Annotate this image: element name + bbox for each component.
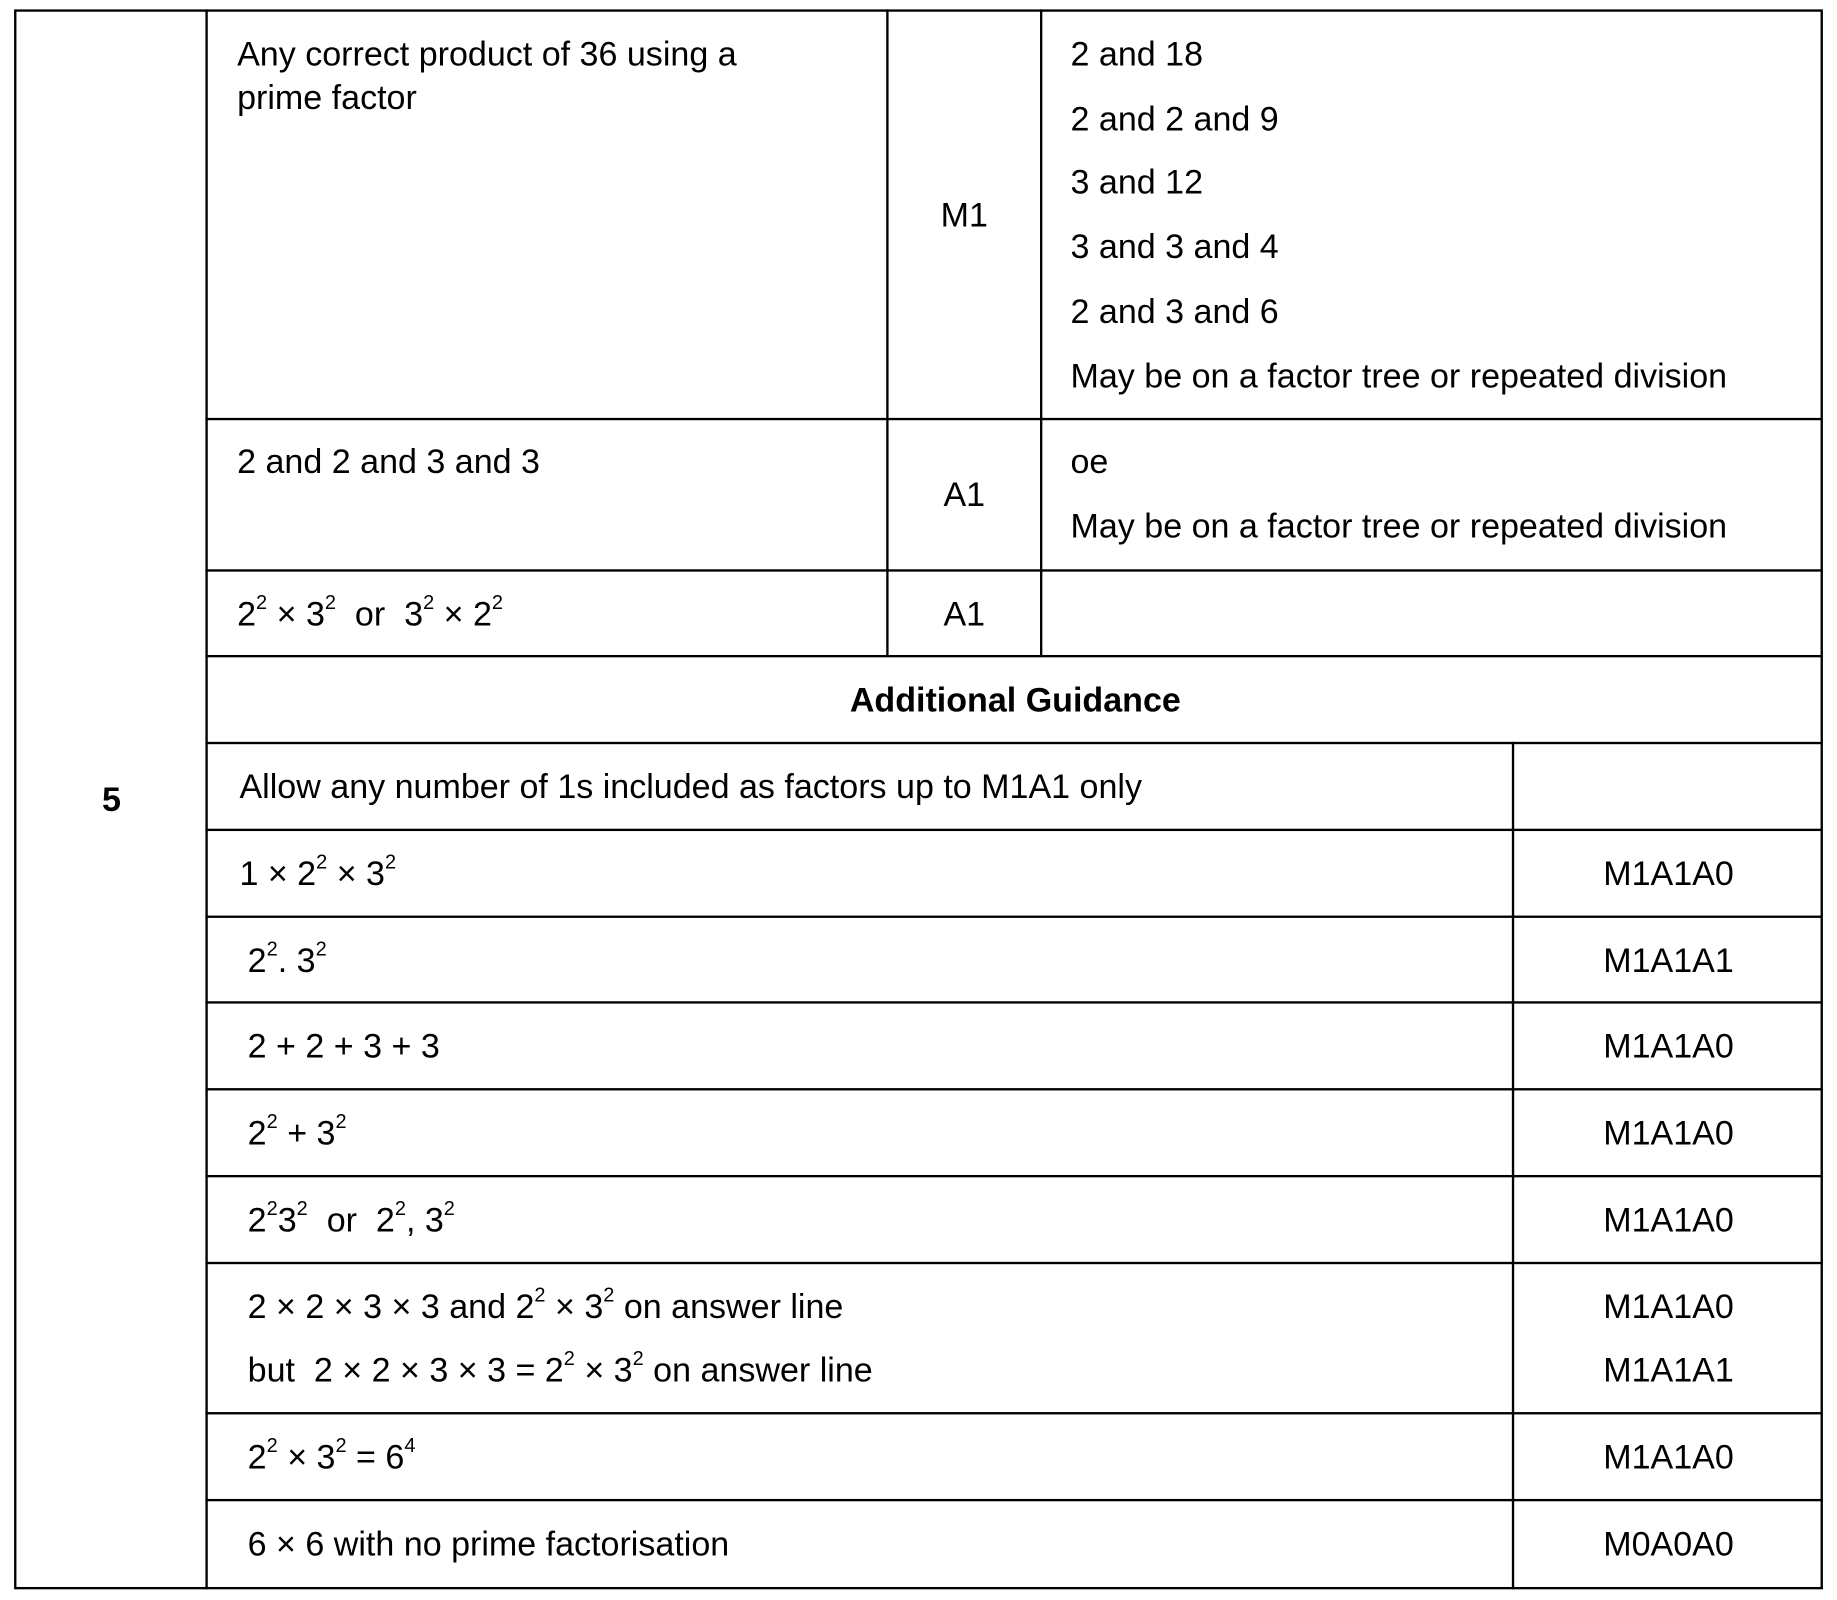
divider bbox=[205, 916, 1822, 918]
guidance-text: $1 \times 2^2 \times 3^2$ bbox=[239, 851, 397, 894]
divider bbox=[205, 1175, 1822, 1177]
divider bbox=[205, 1412, 1822, 1414]
divider bbox=[205, 655, 1822, 657]
divider bbox=[205, 569, 1822, 571]
guidance-award: M0A0A0 bbox=[1603, 1525, 1734, 1564]
comment-line: 3 and 3 and 4 bbox=[1070, 228, 1279, 267]
guidance-award: M1A1A0 bbox=[1603, 1201, 1734, 1240]
guidance-text: but $2 \times 2 \times 3 \times 3 = 2^2 \times 3^2$ on answer line bbox=[247, 1347, 873, 1390]
guidance-award: M1A1A0 bbox=[1603, 1115, 1734, 1153]
answer-line: Any correct product of 36 using a bbox=[237, 36, 737, 74]
guidance-award: M1A1A1 bbox=[1603, 1352, 1734, 1390]
mark: A1 bbox=[943, 476, 986, 515]
guidance-text: $2^2 \times 3^2 = 6^4$ bbox=[247, 1434, 416, 1477]
divider bbox=[205, 418, 1822, 420]
comment-line: 2 and 3 and 6 bbox=[1070, 293, 1279, 332]
divider bbox=[886, 9, 888, 656]
comment-line: 2 and 18 bbox=[1070, 36, 1204, 74]
answer-line: prime factor bbox=[237, 79, 417, 118]
guidance-text: $2^2$. $3^2$ bbox=[247, 937, 327, 981]
comment-line: 3 and 12 bbox=[1070, 164, 1204, 202]
guidance-text: $2^23^2$ or $2^2$, $3^2$ bbox=[247, 1197, 455, 1240]
guidance-text: $2^2 + 3^2$ bbox=[247, 1110, 347, 1153]
guidance-award: M1A1A0 bbox=[1603, 1288, 1734, 1327]
answer-line: 2 and 2 and 3 and 3 bbox=[237, 443, 540, 482]
divider bbox=[205, 1499, 1822, 1501]
mark: M1 bbox=[940, 197, 988, 235]
guidance-text: Allow any number of 1s included as factors up to M1A1 only bbox=[239, 768, 1143, 807]
guidance-award: M1A1A0 bbox=[1603, 1028, 1734, 1066]
comment-line: oe bbox=[1070, 443, 1109, 482]
guidance-award: M1A1A0 bbox=[1603, 855, 1734, 894]
divider bbox=[1040, 9, 1042, 656]
comment-line: 2 and 2 and 9 bbox=[1070, 100, 1279, 139]
divider bbox=[205, 9, 207, 1589]
answer-line: $2^2 \times 3^2$ or $3^2 \times 2^2$ bbox=[237, 591, 504, 634]
guidance-text: 2 × 2 × 3 × 3 and $2^2 \times 3^2$ on answer line bbox=[247, 1284, 844, 1327]
question-number: 5 bbox=[102, 781, 121, 820]
guidance-award: M1A1A0 bbox=[1603, 1439, 1734, 1477]
divider bbox=[205, 1088, 1822, 1090]
divider bbox=[205, 1262, 1822, 1264]
guidance-award: M1A1A1 bbox=[1603, 942, 1734, 981]
comment-line: May be on a factor tree or repeated division bbox=[1070, 358, 1728, 396]
divider bbox=[205, 829, 1822, 831]
guidance-header: Additional Guidance bbox=[849, 681, 1181, 720]
divider bbox=[205, 742, 1822, 744]
mark: A1 bbox=[943, 596, 986, 634]
divider bbox=[205, 1001, 1822, 1003]
guidance-text: 6 × 6 with no prime factorisation bbox=[247, 1525, 730, 1564]
guidance-text: 2 + 2 + 3 + 3 bbox=[247, 1028, 440, 1066]
comment-line: May be on a factor tree or repeated division bbox=[1070, 508, 1728, 546]
